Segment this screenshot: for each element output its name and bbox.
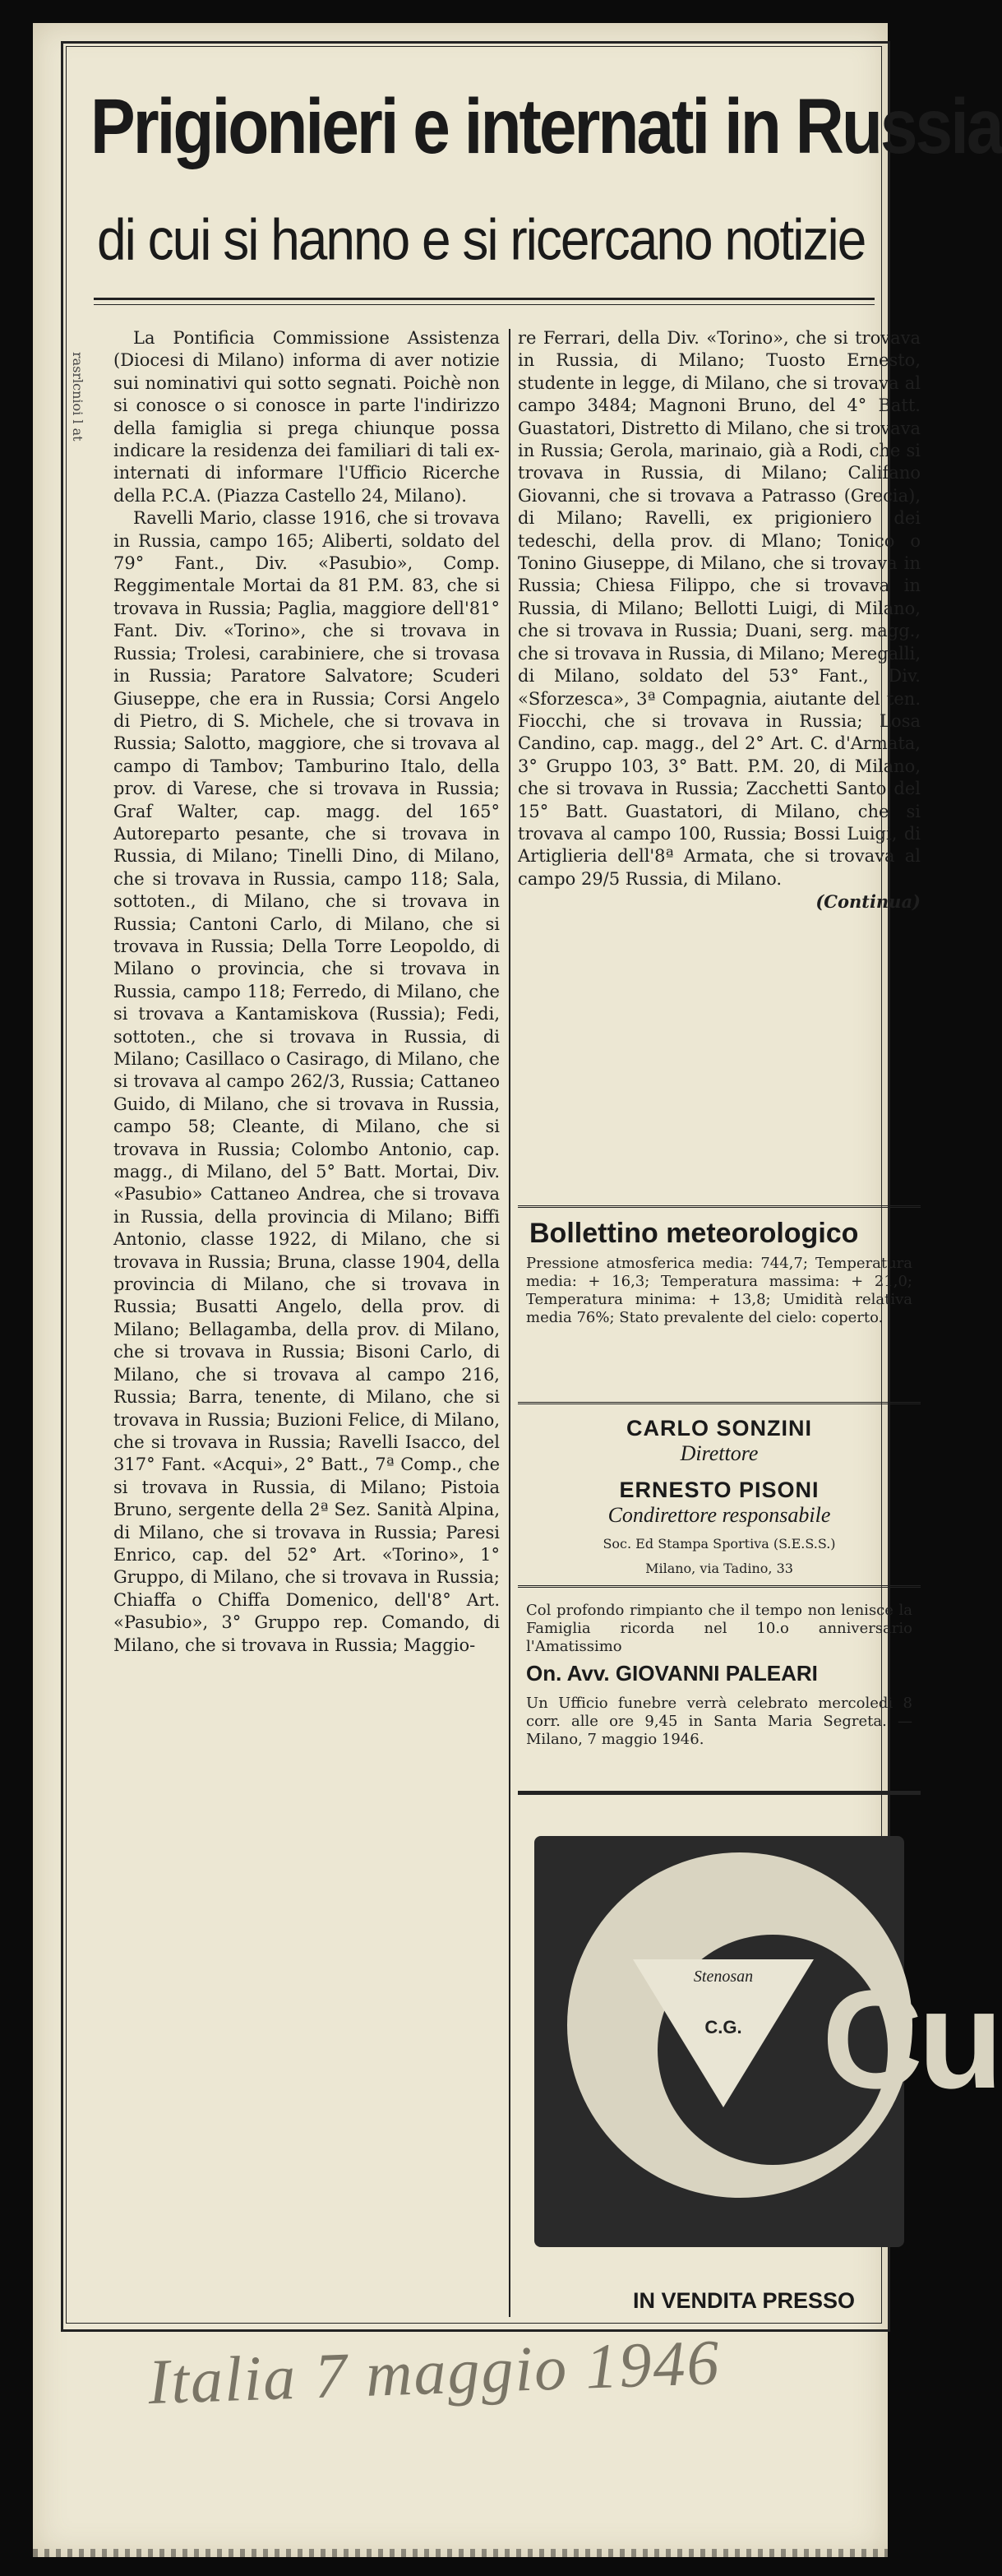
advertisement — [518, 1803, 999, 2329]
article-list-part-2: re Ferrari, della Div. «Torino», che si trovava in Russia, di Milano; Tuosto Ernesto, studente in legge, di Milano, che si trovava al campo 3484; Magnoni Bruno, del 4° Batt. Guastatori, Distretto di Milano, che si trovava in Russia; Gerola, marinaio, già a Rodi, che si trovava in Russia, di Milano; Califano Giovanni, che si trovava a Patrasso (Grecia), di Milano; Ravelli, ex prigioniero dei tedeschi, della prov. di Mlano; Tonico o Tonino Giuseppe, di Milano, che si trovava in Russia; Chiesa Filippo, che si trovava in Russia, di Milano; Bellotti Luigi, di Milano, che si trovava in Russia; Duani, serg. magg., che si trovava in Russia, di Milano; Meregalli, di Milano, soldato del 53° Fant., Div. «Sforzesca», 3ª Compagnia, aiutante del ten. Fiocchi, che si trovava in Russia; Losa Candino, cap. magg., del 2° Art. C. d'Armata, 3° Gruppo 103, 3° Batt. P.M. 20, di Milano, che si trovava in Russia; Zacchetti Santo del 15° Batt. Guastatori, di Milano, che si trovava al campo 100, Russia; Bossi Luigi, di Artiglieria dell'8ª Armata, che si trovava al campo 29/5 Russia, di Milano. — [518, 328, 921, 889]
weather-title: Bollettino meteorologico — [529, 1218, 859, 1249]
obituary-notice — [518, 1593, 921, 1795]
director-name: CARLO SONZINI — [626, 1416, 812, 1441]
weather-text: Pressione atmosferica media: 744,7; Temperatura media: + 16,3; Temperatura massima: + 21,0; Temperatura minima: + 13,8; Umidità relativa media 76%; Stato prevalente del cielo: coperto. — [526, 1255, 912, 1326]
article-column-2 — [518, 327, 921, 1191]
obituary-name: On. Avv. GIOVANNI PALEARI — [526, 1661, 818, 1686]
title-divider-thin — [94, 304, 875, 305]
headline: Prigionieri e internati in Russia — [90, 84, 1002, 170]
obituary-detail: Un Ufficio funebre verrà celebrato mercoledì 8 corr. alle ore 9,45 in Santa Maria Segreta. — Milano, 7 maggio 1946. — [526, 1695, 912, 1748]
continued-label: (Continua) — [815, 891, 921, 913]
ad-footer: IN VENDITA PRESSO — [633, 2288, 856, 2313]
editor-name: ERNESTO PISONI — [619, 1478, 820, 1502]
article-column-1 — [113, 327, 500, 2317]
weather-bulletin — [518, 1205, 921, 1404]
title-divider — [94, 298, 875, 300]
printer-line-1: Soc. Ed Stampa Sportiva (S.E.S.S.) — [603, 1536, 836, 1552]
printer-line-2: Milano, via Tadino, 33 — [645, 1561, 793, 1576]
handwritten-date-note: Italia 7 maggio 1946 — [146, 2325, 722, 2418]
article-list-part-1: Ravelli Mario, classe 1916, che si trovava in Russia, campo 165; Aliberti, soldato del 79° Fant., Div. «Pasubio», Comp. Reggimentale Mortai da 81 P.M. 83, che si trovava in Russia; Paglia, maggiore dell'81° Fant. Div. «Torino», che si trovava in Russia; Trolesi, carabiniere, che si trovasa in Russia; Paratore Salvatore; Scuderi Giuseppe, che era in Russia; Corsi Angelo di Pietro, di S. Michele, che si trovava in Russia; Salotto, maggiore, che si trovava al campo di Tambov; Tamburino Italo, della prov. di Varese, che si trovava in Russia; Graf Walter, cap. magg. del 165° Autoreparto pesante, che si trovava in Russia, di Milano; Tinelli Dino, di Milano, che si trovava in Russia, campo 118; Sala, sottoten., di Milano, che si trovava in Russia; Cantoni Carlo, di Milano, che si trovava in Russia; Della Torre Leopoldo, di Milano o provincia, che si trovava in Russia, campo 118; Ferredo, di Milano, che si trovava a Kantamiskova (Russia); Fedi, sottoten., che si trovava in Russia, di Milano; Casillaco o Casirago, di Milano, che si trovava al campo 262/3, Russia; Cattaneo Guido, di Milano, che si trovava in Russia, campo 58; Cleante, di Milano, che si trovava in Russia; Colombo Antonio, cap. magg., di Milano, del 5° Batt. Mortai, Div. «Pasubio» Cattaneo Andrea, che si trovava in Russia, della provincia di Milano; Biffi Antonio, classe 1922, di Milano, che si trovava in Russia; Bruna, classe 1904, della provincia di Milano, che si trovava in Russia; Busatti Angelo, della prov. di Milano; Bellagamba, della prov. di Milano, che si trovava in Russia; Bisoni Carlo, di Milano, che si trovava al campo 216, Russia; Barra, tenente, di Milano, che si trovava in Russia; Buzioni Felice, di Milano, che si trovava in Russia; Ravelli Isacco, del 317° Fant. «Acqui», 2° Batt., 7ª Comp., che si trovava in Russia, di Milano; Pistoia Bruno, sergente della 2ª Sez. Sanità Alpina, di Milano, che si trovava in Russia; Paresi Enrico, cap. del 52° Art. «Torino», 1° Gruppo, di Milano, che si trovava in Russia; Chiaffa o Chiffa Domenico, dell'8° Art. «Pasubio», 3° Gruppo rep. Comando, di Milano, che si trovava in Russia; Maggio- — [113, 508, 500, 1655]
masthead-staff — [518, 1404, 921, 1588]
ad-background — [534, 1836, 999, 2247]
subheadline: di cui si hanno e si ricercano notizie — [97, 206, 866, 272]
obituary-text: Col profondo rimpianto che il tempo non lenisce la Famiglia ricorda nel 10.o anniversario l'Amatissimo — [526, 1602, 912, 1655]
editor-role: Condirettore responsabile — [607, 1503, 831, 1527]
ad-logo-initials: C.G. — [704, 2017, 742, 2037]
ad-logo-text: Stenosan — [693, 1968, 754, 1986]
newspaper-clipping — [33, 23, 1002, 2557]
ad-big-letters: Cu — [822, 1962, 999, 2118]
director-role: Direttore — [680, 1441, 759, 1465]
column-rule — [509, 329, 510, 2317]
edge-fragment: rasrlcnioi l at — [70, 352, 85, 442]
article-intro: La Pontificia Commissione Assistenza (Diocesi di Milano) informa di aver notizie sui nominativi qui sotto segnati. Poichè non si conosce o si conosce in parte l'indirizzo della famiglia si prega chiunque possa indicare la residenza dei familiari di tali ex-internati di informare l'Ufficio Ricerche della P.C.A. (Piazza Castello 24, Milano). — [113, 328, 500, 506]
